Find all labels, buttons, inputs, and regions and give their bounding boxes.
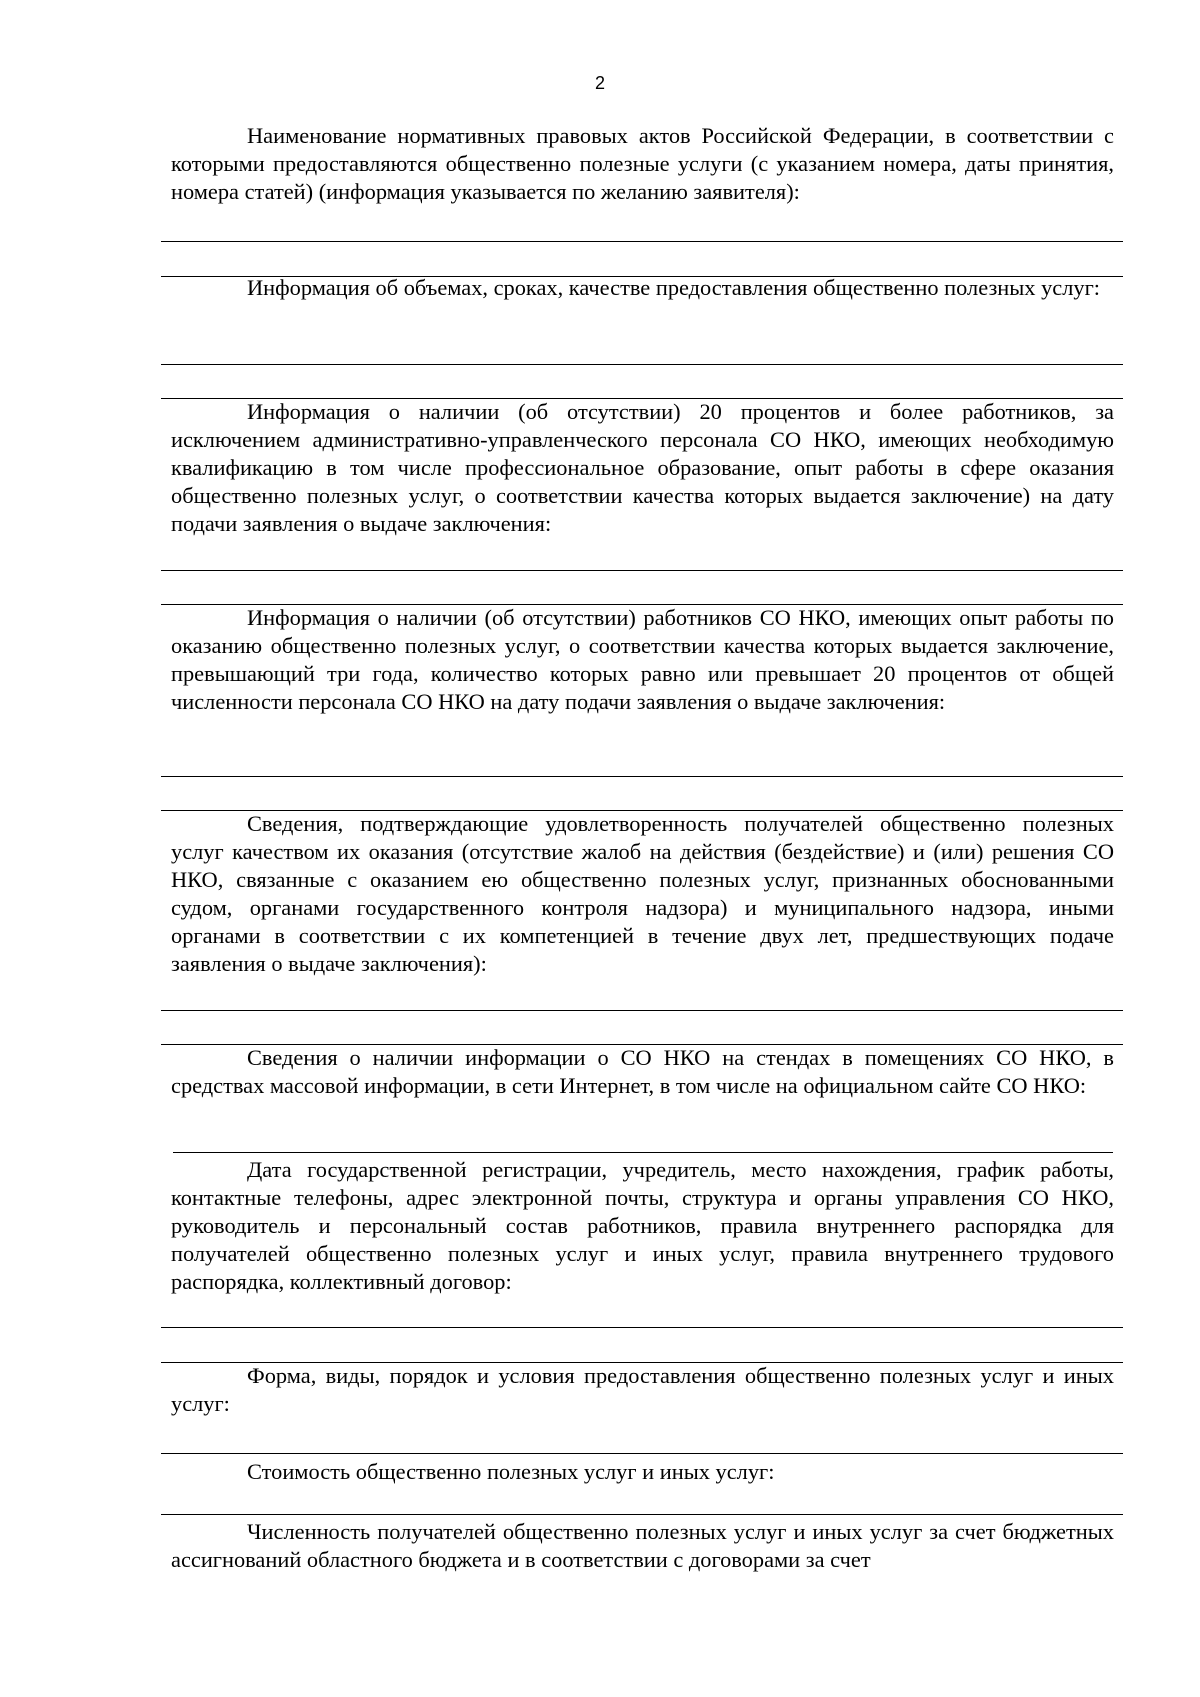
paragraph-experienced-staff: Информация о наличии (об отсутствии) работников СО НКО, имеющих опыт работы по оказанию общественно полезных услуг, о соответствии качества которых выдается заключение, превышающий три года, количество которых равно или превышает 20 процентов от общей численности персонала СО НКО на дату подачи заявления о выдаче заключения:	[171, 605, 1114, 714]
fill-line	[161, 1327, 1123, 1328]
paragraph-legal-acts: Наименование нормативных правовых актов Российской Федерации, в соответствии с которыми предоставляются общественно полезные услуги (с указанием номера, даты принятия, номера статей) (информация указывается по желанию заявителя):	[171, 123, 1114, 204]
fill-line	[161, 1453, 1123, 1454]
fill-line	[161, 570, 1123, 571]
paragraph-recipients-count: Численность получателей общественно полезных услуг и иных услуг за счет бюджетных ассигнований областного бюджета и в соответствии с договорами за счет	[171, 1519, 1114, 1572]
paragraph-cost: Стоимость общественно полезных услуг и иных услуг:	[247, 1459, 775, 1484]
paragraph-qualified-staff: Информация о наличии (об отсутствии) 20 процентов и более работников, за исключением административно-управленческого персонала СО НКО, имеющих необходимую квалификацию в том числе профессиональное образование, опыт работы в сфере оказания общественно полезных услуг, о соответствии качества которых выдается заключение) на дату подачи заявления о выдаче заключения:	[171, 399, 1114, 536]
paragraph-public-info: Сведения о наличии информации о СО НКО на стендах в помещениях СО НКО, в средствах массовой информации, в сети Интернет, в том числе на официальном сайте СО НКО:	[171, 1045, 1114, 1098]
paragraph-form-types: Форма, виды, порядок и условия предоставления общественно полезных услуг и иных услуг:	[171, 1363, 1114, 1416]
fill-line	[161, 1514, 1123, 1515]
fill-line	[161, 776, 1123, 777]
fill-line	[161, 1010, 1123, 1011]
paragraph-volumes: Информация об объемах, сроках, качестве предоставления общественно полезных услуг:	[247, 275, 1101, 300]
fill-line	[161, 241, 1123, 242]
paragraph-satisfaction: Сведения, подтверждающие удовлетворенность получателей общественно полезных услуг качеством их оказания (отсутствие жалоб на действия (бездействие) и (или) решения СО НКО, связанные с оказанием ею общественно полезных услуг, признанных обоснованными судом, органами государственного контроля надзора) и муниципального надзора, иными органами в соответствии с их компетенцией в течение двух лет, предшествующих подаче заявления о выдаче заключения):	[171, 811, 1114, 976]
page-number: 2	[594, 73, 605, 93]
fill-line	[161, 364, 1123, 365]
fill-line	[173, 1152, 1113, 1153]
paragraph-registration: Дата государственной регистрации, учредитель, место нахождения, график работы, контактные телефоны, адрес электронной почты, структура и органы управления СО НКО, руководитель и персональный состав работников, правила внутреннего распорядка для получателей общественно полезных услуг и иных услуг, правила внутреннего трудового распорядка, коллективный договор:	[171, 1157, 1114, 1294]
